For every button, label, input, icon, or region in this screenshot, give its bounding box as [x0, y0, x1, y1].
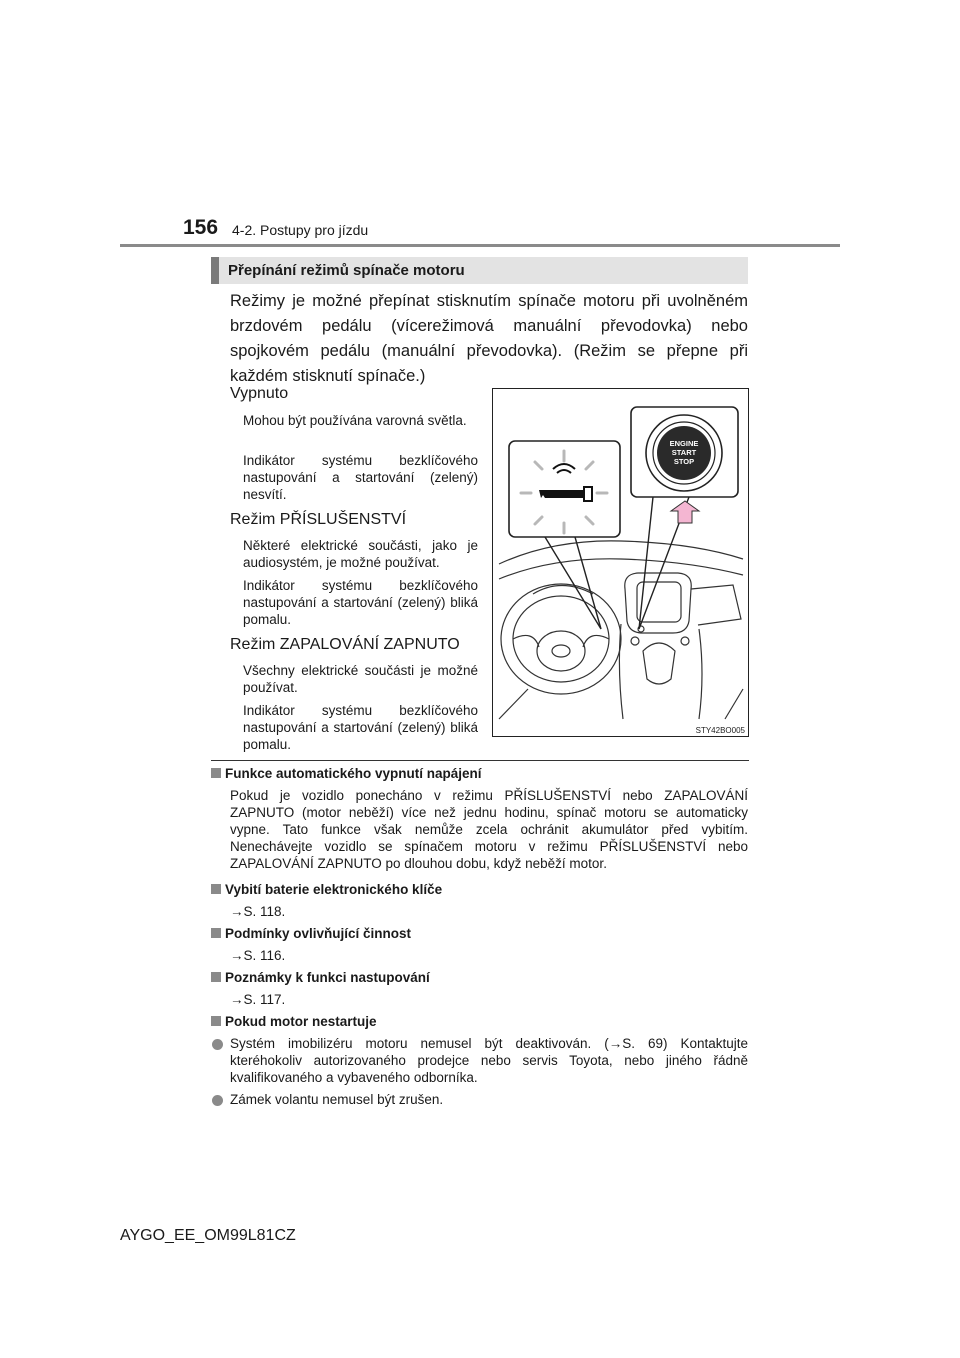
note-heading-key-battery: Vybití baterie elektronického klíče: [211, 882, 442, 897]
section-label: 4-2. Postupy pro jízdu: [232, 222, 369, 238]
square-bullet-icon: [211, 768, 221, 778]
heading-accent: [211, 257, 219, 284]
note-ref-entry-function[interactable]: →S. 117.: [230, 992, 286, 1007]
square-bullet-icon: [211, 884, 221, 894]
button-text-start: START: [671, 448, 697, 457]
dashboard-illustration: [492, 388, 749, 737]
intro-paragraph: Režimy je možné přepínat stisknutím spínače motoru při uvolněném brzdovém pedálu (vícerežimová manuální převodovka) nebo spojkovém pedálu (manuální převodovka). (Režim se přepne při každém stisknutí spínače.): [230, 292, 748, 385]
section-heading: [211, 257, 748, 284]
note-heading-engine-not-starting: Pokud motor nestartuje: [211, 1014, 377, 1029]
section-heading-text: Přepínání režimů spínače motoru: [228, 262, 465, 279]
note-ref-operating-conditions[interactable]: →S. 116.: [230, 948, 286, 963]
round-bullet-icon: [212, 1095, 223, 1106]
mode-acc-line-1: Některé elektrické součásti, jako je audiosystém, je možné používat.: [243, 538, 478, 570]
section-divider: [211, 760, 749, 761]
header-rule: [120, 244, 840, 247]
mode-acc-line-2: Indikátor systému bezklíčového nastupování a startování (zelený) bliká pomalu.: [243, 578, 478, 627]
document-code: AYGO_EE_OM99L81CZ: [120, 1227, 296, 1244]
mode-on-title: Režim ZAPALOVÁNÍ ZAPNUTO: [230, 636, 460, 653]
note-ref-key-battery[interactable]: →S. 118.: [230, 904, 286, 919]
square-bullet-icon: [211, 1016, 221, 1026]
note-body-auto-power-off: Pokud je vozidlo ponecháno v režimu PŘÍSLUŠENSTVÍ nebo ZAPALOVÁNÍ ZAPNUTO (motor neběží) více než jednu hodinu, spínač motoru se automaticky vypne. Tato funkce však nemůže zcela ochránit akumulátor před vybitím. Nenechávejte vozidlo se spínačem motoru v režimu PŘÍSLUŠENSTVÍ nebo ZAPALOVÁNÍ ZAPNUTO po dlouhou dobu, když neběží motor.: [230, 788, 748, 871]
mode-on-line-2: Indikátor systému bezklíčového nastupování a startování (zelený) bliká pomalu.: [243, 703, 478, 752]
dashboard-drawing: [493, 389, 748, 736]
note-heading-auto-power-off: Funkce automatického vypnutí napájení: [211, 766, 482, 781]
mode-off-title: Vypnuto: [230, 385, 289, 402]
square-bullet-icon: [211, 928, 221, 938]
figure-code: STY42BO005: [695, 726, 745, 735]
square-bullet-icon: [211, 972, 221, 982]
note-heading-operating-conditions: Podmínky ovlivňující činnost: [211, 926, 411, 941]
round-bullet-icon: [212, 1039, 223, 1050]
mode-off-line-2: Indikátor systému bezklíčového nastupování a startování (zelený) nesvítí.: [243, 453, 478, 502]
mode-acc-title: Režim PŘÍSLUŠENSTVÍ: [230, 511, 407, 528]
mode-off-line-1: Mohou být používána varovná světla.: [243, 413, 467, 428]
button-text-engine: ENGINE: [669, 439, 699, 448]
note-heading-entry-function: Poznámky k funkci nastupování: [211, 970, 430, 985]
mode-on-line-1: Všechny elektrické součásti je možné používat.: [243, 663, 478, 695]
page-number: 156: [183, 216, 219, 239]
button-text-stop: STOP: [673, 457, 695, 466]
press-arrow-icon: [671, 501, 699, 523]
